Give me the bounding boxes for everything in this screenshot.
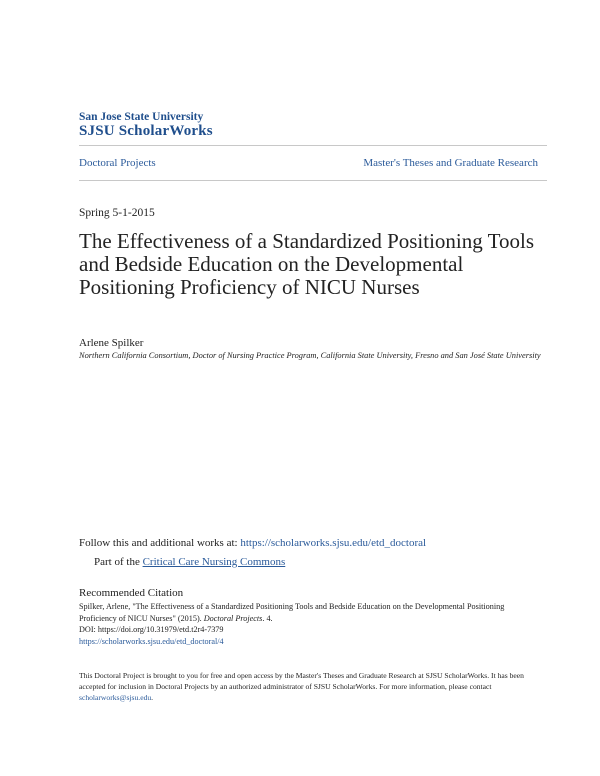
part-of-line [94,556,285,568]
citation-block [79,601,541,647]
university-name: San Jose State University [79,111,204,123]
top-divider [79,145,547,146]
follow-line [79,537,426,549]
access-notice [79,670,541,703]
critical-care-nursing-commons-link[interactable]: Critical Care Nursing Commons [142,556,286,568]
masters-theses-link[interactable]: Master's Theses and Graduate Research [363,157,538,169]
follow-prefix: Follow this and additional works at: [79,537,241,549]
repository-name[interactable]: SJSU ScholarWorks [79,123,213,139]
citation-series: Doctoral Projects [203,613,263,623]
part-of-prefix: Part of the [94,556,143,568]
doctoral-projects-link[interactable]: Doctoral Projects [79,157,156,169]
follow-url-link[interactable]: https://scholarworks.sjsu.edu/etd_doctoral [240,537,427,549]
citation-doi: DOI: https://doi.org/10.31979/etd.t2r4-7379 [79,625,224,634]
document-title: The Effectiveness of a Standardized Positioning Tools and Bedside Education on the Developmental Positioning Proficiency of NICU Nurses [79,229,534,299]
recommended-citation-heading: Recommended Citation [79,587,184,599]
contact-email-link[interactable]: scholarworks@sjsu.edu [79,693,152,702]
citation-url-link[interactable]: https://scholarworks.sjsu.edu/etd_doctoral/4 [79,636,224,646]
author-affiliation: Northern California Consortium, Doctor of Nursing Practice Program, California State University, Fresno and San José State University [79,351,541,360]
notice-end: . [151,693,154,702]
publication-date: Spring 5-1-2015 [79,207,155,219]
author-name: Arlene Spilker [79,337,144,349]
nav-divider [79,180,547,181]
citation-text-end: . 4. [262,613,273,623]
notice-text: This Doctoral Project is brought to you for free and open access by the Master's Theses and Graduate Research at SJSU ScholarWorks. It has been accepted for inclusion in Doctoral Projects by an authorized administrator of SJSU ScholarWorks. For more information, please contact [79,671,524,691]
citation-text: Spilker, Arlene, "The Effectiveness of a Standardized Positioning Tools and Bedside Education on the Developmental Positioning Proficiency of NICU Nurses" (2015). [79,602,505,623]
